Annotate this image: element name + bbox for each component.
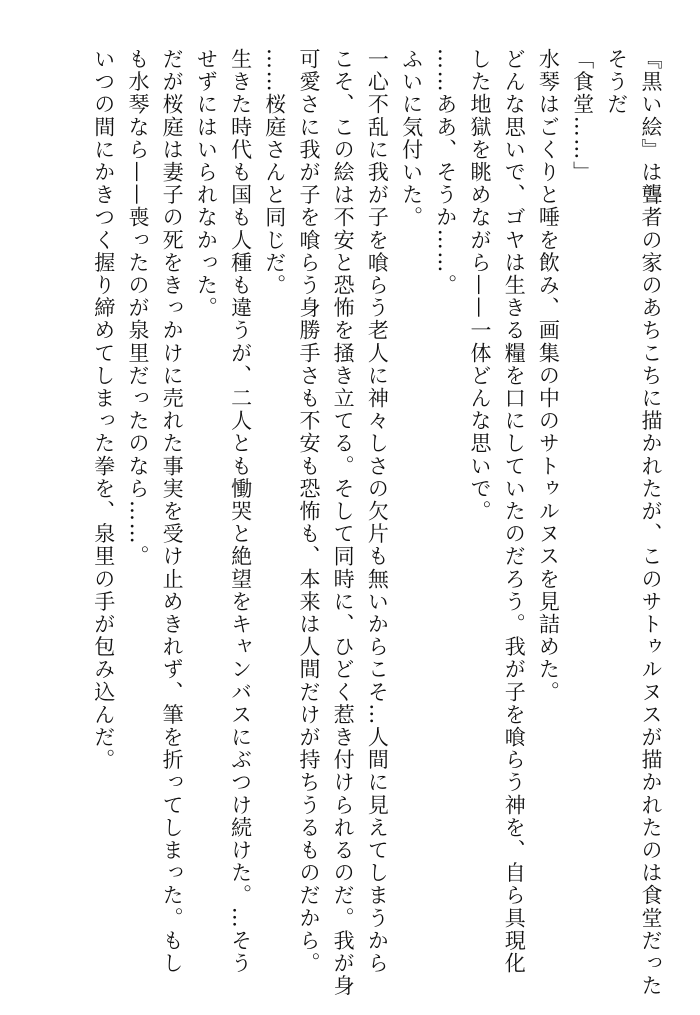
text-line: いつの間にかきつく握り締めてしまった拳を、泉里の手が包み込んだ。 (91, 48, 116, 772)
text-line: 水琴はごくりと唾を飲み、画集の中のサトゥルヌスを見詰めた。 (536, 48, 561, 704)
text-line: どんな思いで、ゴヤは生きる糧を口にしていたのだろう。我が子を喰らう神を、自ら具現化 (502, 48, 527, 975)
text-line: ……桜庭さんと同じだ。 (262, 48, 287, 297)
text-line: そうだ (604, 48, 629, 116)
text-line: ふいに気付いた。 (399, 48, 424, 229)
text-line: 可愛さに我が子を喰らう身勝手さも不安も恐怖も、本来は人間だけが持ちうるものだから。 (296, 48, 321, 975)
text-line: せずにはいられなかった。 (194, 48, 219, 320)
vertical-text-body (28, 48, 668, 998)
text-line: 生きた時代も国も人種も違うが、二人とも慟哭と絶望をキャンバスにぶつけ続けた。…そう (228, 48, 253, 975)
text-line: も水琴なら——喪ったのが泉里だったのなら……。 (125, 48, 150, 568)
text-line: 『黒い絵』は聾者の家のあちこちに描かれたが、このサトゥルヌスが描かれたのは食堂だった (639, 48, 663, 998)
text-line: だが桜庭は妻子の死をきっかけに売れた事実を受け止めきれず、筆を折ってしまった。もし (160, 48, 185, 975)
text-line: ……ああ、そうか……。 (433, 48, 458, 297)
text-line: こそ、この絵は不安と恐怖を掻き立てる。そして同時に、ひどく惹き付けられるのだ。我が身 (331, 48, 356, 998)
text-line: 一心不乱に我が子を喰らう老人に神々しさの欠片も無いからこそ…人間に見えてしまうから (365, 48, 390, 975)
text-line: 「食堂……」 (570, 48, 595, 184)
text-line: した地獄を眺めながら——一体どんな思いで。 (467, 48, 492, 523)
